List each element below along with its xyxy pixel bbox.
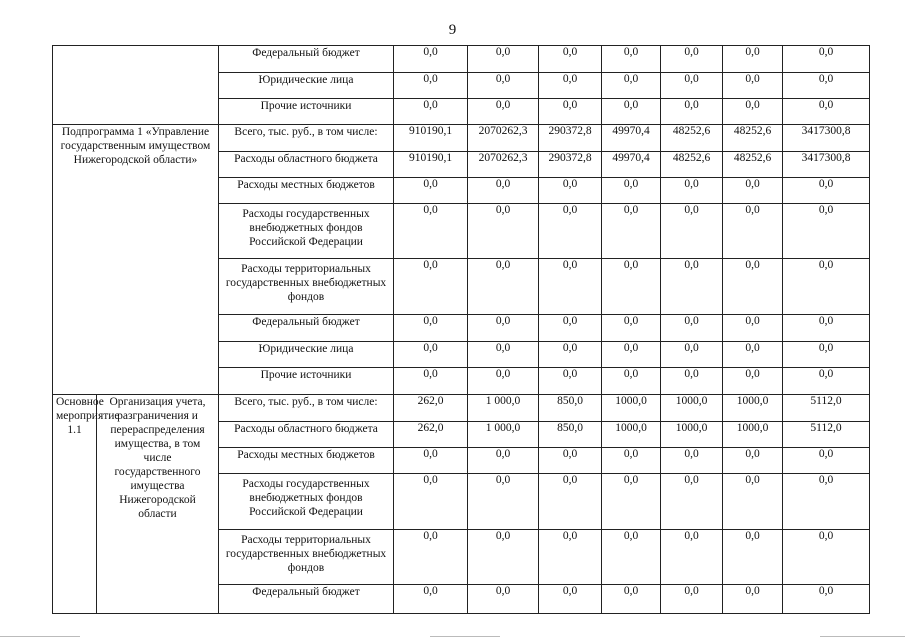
amount-cell: 0,0 [661,585,723,614]
funding-source-cell: Расходы территориальных государственных внебюджетных фондов [219,530,394,585]
amount-cell: 0,0 [539,530,602,585]
amount-cell: 0,0 [661,315,723,342]
amount-cell: 0,0 [723,99,783,125]
amount-cell: 0,0 [723,585,783,614]
amount-cell: 1 000,0 [468,422,539,448]
amount-cell: 0,0 [783,368,870,395]
amount-cell: 0,0 [602,448,661,474]
funding-source-cell: Прочие источники [219,368,394,395]
amount-cell: 0,0 [783,204,870,259]
funding-source-cell: Расходы государственных внебюджетных фондов Российской Федерации [219,474,394,530]
measure-number: Основное мероприятие 1.1 [53,395,97,614]
amount-cell: 0,0 [394,448,468,474]
amount-cell: 0,0 [783,46,870,73]
funding-source-cell: Всего, тыс. руб., в том числе: [219,395,394,422]
amount-cell: 0,0 [723,448,783,474]
amount-cell: 0,0 [602,530,661,585]
scan-edge-mark [820,636,905,637]
amount-cell: 48252,6 [723,152,783,178]
funding-source-cell: Всего, тыс. руб., в том числе: [219,125,394,152]
amount-cell: 0,0 [661,342,723,368]
amount-cell: 0,0 [783,530,870,585]
amount-cell: 0,0 [661,474,723,530]
amount-cell: 0,0 [783,448,870,474]
amount-cell: 290372,8 [539,125,602,152]
amount-cell: 0,0 [539,178,602,204]
amount-cell: 48252,6 [723,125,783,152]
amount-cell: 262,0 [394,395,468,422]
amount-cell: 0,0 [602,315,661,342]
funding-source-cell: Расходы государственных внебюджетных фондов Российской Федерации [219,204,394,259]
amount-cell: 0,0 [468,259,539,315]
amount-cell: 0,0 [394,474,468,530]
amount-cell: 0,0 [539,474,602,530]
amount-cell: 850,0 [539,395,602,422]
amount-cell: 850,0 [539,422,602,448]
table-body [53,46,870,614]
amount-cell: 1000,0 [723,422,783,448]
amount-cell: 0,0 [539,315,602,342]
table-row [53,125,870,152]
table-row [53,46,870,73]
amount-cell: 1000,0 [661,422,723,448]
amount-cell: 0,0 [468,474,539,530]
amount-cell: 0,0 [723,530,783,585]
amount-cell: 0,0 [468,368,539,395]
funding-source-cell: Расходы местных бюджетов [219,448,394,474]
amount-cell: 0,0 [394,315,468,342]
amount-cell: 0,0 [723,204,783,259]
amount-cell: 0,0 [783,474,870,530]
amount-cell: 0,0 [661,448,723,474]
amount-cell: 0,0 [661,73,723,99]
amount-cell: 0,0 [783,315,870,342]
scan-edge-mark [430,636,500,637]
amount-cell: 0,0 [468,448,539,474]
amount-cell: 0,0 [783,259,870,315]
amount-cell: 0,0 [602,178,661,204]
subprogram-title: Подпрограмма 1 «Управление государственным имуществом Нижегородской области» [53,125,219,395]
amount-cell: 48252,6 [661,152,723,178]
amount-cell: 0,0 [394,530,468,585]
amount-cell: 0,0 [602,259,661,315]
table-row [53,395,870,422]
amount-cell: 0,0 [394,585,468,614]
funding-source-cell: Расходы областного бюджета [219,422,394,448]
amount-cell: 0,0 [723,73,783,99]
amount-cell: 0,0 [783,342,870,368]
amount-cell: 0,0 [723,178,783,204]
amount-cell: 0,0 [539,368,602,395]
amount-cell: 0,0 [468,204,539,259]
scan-edge-mark [0,636,80,637]
amount-cell: 0,0 [394,46,468,73]
amount-cell: 0,0 [602,342,661,368]
previous-section-cell [53,46,219,125]
amount-cell: 0,0 [602,46,661,73]
funding-source-cell: Федеральный бюджет [219,315,394,342]
amount-cell: 0,0 [783,73,870,99]
amount-cell: 0,0 [783,99,870,125]
amount-cell: 2070262,3 [468,152,539,178]
amount-cell: 0,0 [661,368,723,395]
amount-cell: 0,0 [394,204,468,259]
amount-cell: 2070262,3 [468,125,539,152]
amount-cell: 0,0 [539,448,602,474]
amount-cell: 290372,8 [539,152,602,178]
amount-cell: 0,0 [723,368,783,395]
amount-cell: 0,0 [723,474,783,530]
amount-cell: 0,0 [468,342,539,368]
amount-cell: 262,0 [394,422,468,448]
amount-cell: 5112,0 [783,395,870,422]
funding-source-cell: Юридические лица [219,342,394,368]
amount-cell: 0,0 [661,530,723,585]
page-number: 9 [448,22,457,38]
amount-cell: 0,0 [468,99,539,125]
amount-cell: 3417300,8 [783,125,870,152]
amount-cell: 0,0 [394,178,468,204]
amount-cell: 910190,1 [394,125,468,152]
amount-cell: 0,0 [723,259,783,315]
amount-cell: 0,0 [394,342,468,368]
amount-cell: 48252,6 [661,125,723,152]
amount-cell: 0,0 [539,73,602,99]
funding-source-cell: Федеральный бюджет [219,585,394,614]
amount-cell: 0,0 [468,585,539,614]
amount-cell: 49970,4 [602,125,661,152]
amount-cell: 0,0 [468,46,539,73]
amount-cell: 0,0 [723,46,783,73]
amount-cell: 0,0 [602,474,661,530]
amount-cell: 0,0 [539,585,602,614]
amount-cell: 1000,0 [661,395,723,422]
amount-cell: 0,0 [723,315,783,342]
amount-cell: 0,0 [602,73,661,99]
amount-cell: 0,0 [539,46,602,73]
amount-cell: 1000,0 [602,422,661,448]
funding-source-cell: Федеральный бюджет [219,46,394,73]
amount-cell: 0,0 [723,342,783,368]
amount-cell: 1000,0 [723,395,783,422]
amount-cell: 0,0 [602,368,661,395]
amount-cell: 0,0 [468,530,539,585]
funding-source-cell: Юридические лица [219,73,394,99]
amount-cell: 1000,0 [602,395,661,422]
amount-cell: 0,0 [661,178,723,204]
measure-title: Организация учета, разграничения и перераспределения имущества, в том числе государственного имущества Нижегородской области [97,395,219,614]
amount-cell: 1 000,0 [468,395,539,422]
amount-cell: 0,0 [661,259,723,315]
amount-cell: 0,0 [661,46,723,73]
amount-cell: 0,0 [539,342,602,368]
amount-cell: 0,0 [661,204,723,259]
amount-cell: 0,0 [539,259,602,315]
amount-cell: 0,0 [468,178,539,204]
amount-cell: 3417300,8 [783,152,870,178]
amount-cell: 0,0 [783,585,870,614]
budget-table [52,45,870,614]
amount-cell: 0,0 [602,99,661,125]
amount-cell: 0,0 [394,368,468,395]
amount-cell: 0,0 [394,259,468,315]
amount-cell: 0,0 [661,99,723,125]
amount-cell: 0,0 [394,73,468,99]
amount-cell: 0,0 [468,73,539,99]
funding-source-cell: Расходы местных бюджетов [219,178,394,204]
amount-cell: 49970,4 [602,152,661,178]
funding-source-cell: Расходы областного бюджета [219,152,394,178]
amount-cell: 5112,0 [783,422,870,448]
amount-cell: 0,0 [468,315,539,342]
amount-cell: 0,0 [783,178,870,204]
amount-cell: 0,0 [602,204,661,259]
funding-source-cell: Расходы территориальных государственных внебюджетных фондов [219,259,394,315]
amount-cell: 0,0 [539,204,602,259]
amount-cell: 0,0 [539,99,602,125]
amount-cell: 0,0 [394,99,468,125]
amount-cell: 0,0 [602,585,661,614]
funding-source-cell: Прочие источники [219,99,394,125]
amount-cell: 910190,1 [394,152,468,178]
